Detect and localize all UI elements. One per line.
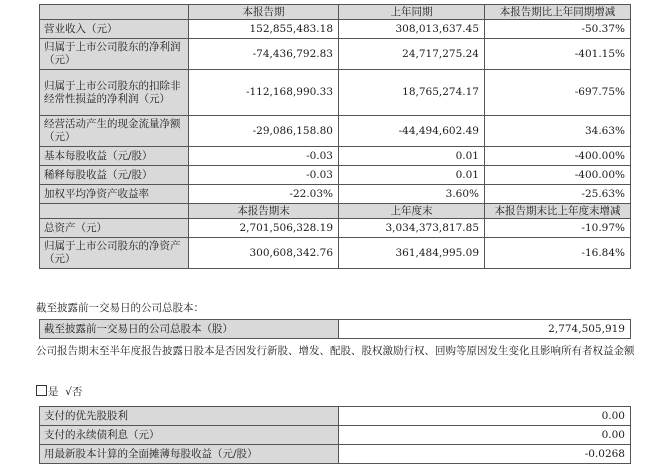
total-shares-label: 截至披露前一交易日的公司总股本（股） <box>40 320 339 339</box>
financial-summary-table <box>39 4 631 269</box>
header-row <box>40 5 631 20</box>
share-capital-note: 截至披露前一交易日的公司总股本： <box>36 302 204 314</box>
change-value: -401.15% <box>485 39 631 70</box>
row-value: 0.00 <box>339 407 631 426</box>
prior-value: 0.01 <box>339 166 485 185</box>
prior-value: 361,484,995.09 <box>339 238 485 269</box>
table-row <box>40 166 631 185</box>
option-no: 否 <box>71 386 83 398</box>
table-row <box>40 70 631 116</box>
table-row <box>40 39 631 70</box>
column-header: 上年度末 <box>339 204 485 219</box>
current-value: -0.03 <box>189 147 339 166</box>
prior-value: 3,034,373,817.85 <box>339 219 485 238</box>
change-value: -400.00% <box>485 147 631 166</box>
change-value: -400.00% <box>485 166 631 185</box>
row-label: 用最新股本计算的全面摊薄每股收益（元/股） <box>40 445 339 464</box>
table-row <box>40 147 631 166</box>
change-value: -697.75% <box>485 70 631 116</box>
change-value: -25.63% <box>485 185 631 204</box>
header-row <box>40 204 631 219</box>
equity-change-question: 公司报告期末至半年度报告披露日股本是否因发行新股、增发、配股、股权激励行权、回购等原因发生变化且影响所有者权益金额 <box>36 345 635 357</box>
row-label: 加权平均净资产收益率 <box>40 185 189 204</box>
current-value: 300,608,342.76 <box>189 238 339 269</box>
table-row <box>40 426 631 445</box>
row-label: 经营活动产生的现金流量净额（元） <box>40 116 189 147</box>
column-header: 本报告期 <box>189 5 339 20</box>
current-value: -22.03% <box>189 185 339 204</box>
prior-value: -44,494,602.49 <box>339 116 485 147</box>
row-label: 归属于上市公司股东的净资产（元） <box>40 238 189 269</box>
total-shares-value: 2,774,505,919 <box>339 320 631 339</box>
table-row <box>40 219 631 238</box>
option-yes: 是 <box>48 386 59 398</box>
current-value: 152,855,483.18 <box>189 20 339 39</box>
current-value: -29,086,158.80 <box>189 116 339 147</box>
prior-value: 308,013,637.45 <box>339 20 485 39</box>
table-row <box>40 407 631 426</box>
prior-value: 24,717,275.24 <box>339 39 485 70</box>
row-label: 营业收入（元） <box>40 20 189 39</box>
change-value: -16.84% <box>485 238 631 269</box>
change-value: 34.63% <box>485 116 631 147</box>
column-header: 上年同期 <box>339 5 485 20</box>
prior-value: 18,765,274.17 <box>339 70 485 116</box>
column-header <box>40 5 189 20</box>
change-value: -50.37% <box>485 20 631 39</box>
row-value: -0.0268 <box>339 445 631 464</box>
row-label: 稀释每股收益（元/股） <box>40 166 189 185</box>
current-value: -112,168,990.33 <box>189 70 339 116</box>
table-row <box>40 116 631 147</box>
table-row <box>40 20 631 39</box>
change-value: -10.97% <box>485 219 631 238</box>
column-header: 本报告期末比上年度末增减 <box>485 204 631 219</box>
yes-no-options <box>36 385 82 400</box>
row-label: 支付的优先股股利 <box>40 407 339 426</box>
current-value: 2,701,506,328.19 <box>189 219 339 238</box>
current-value: -0.03 <box>189 166 339 185</box>
table-row <box>40 445 631 464</box>
diluted-eps-table <box>39 406 631 464</box>
row-label: 归属于上市公司股东的净利润（元） <box>40 39 189 70</box>
total-shares-table <box>39 319 631 339</box>
column-header <box>40 204 189 219</box>
prior-value: 0.01 <box>339 147 485 166</box>
checkbox-icon <box>36 385 47 396</box>
table-row <box>40 185 631 204</box>
prior-value: 3.60% <box>339 185 485 204</box>
row-value: 0.00 <box>339 426 631 445</box>
current-value: -74,436,792.83 <box>189 39 339 70</box>
row-label: 基本每股收益（元/股） <box>40 147 189 166</box>
table-row <box>40 238 631 269</box>
row-label: 总资产（元） <box>40 219 189 238</box>
row-label: 支付的永续债利息（元） <box>40 426 339 445</box>
column-header: 本报告期末 <box>189 204 339 219</box>
column-header: 本报告期比上年同期增减 <box>485 5 631 20</box>
checkmark-icon: √ <box>65 386 72 398</box>
row-label: 归属于上市公司股东的扣除非经常性损益的净利润（元） <box>40 70 189 116</box>
